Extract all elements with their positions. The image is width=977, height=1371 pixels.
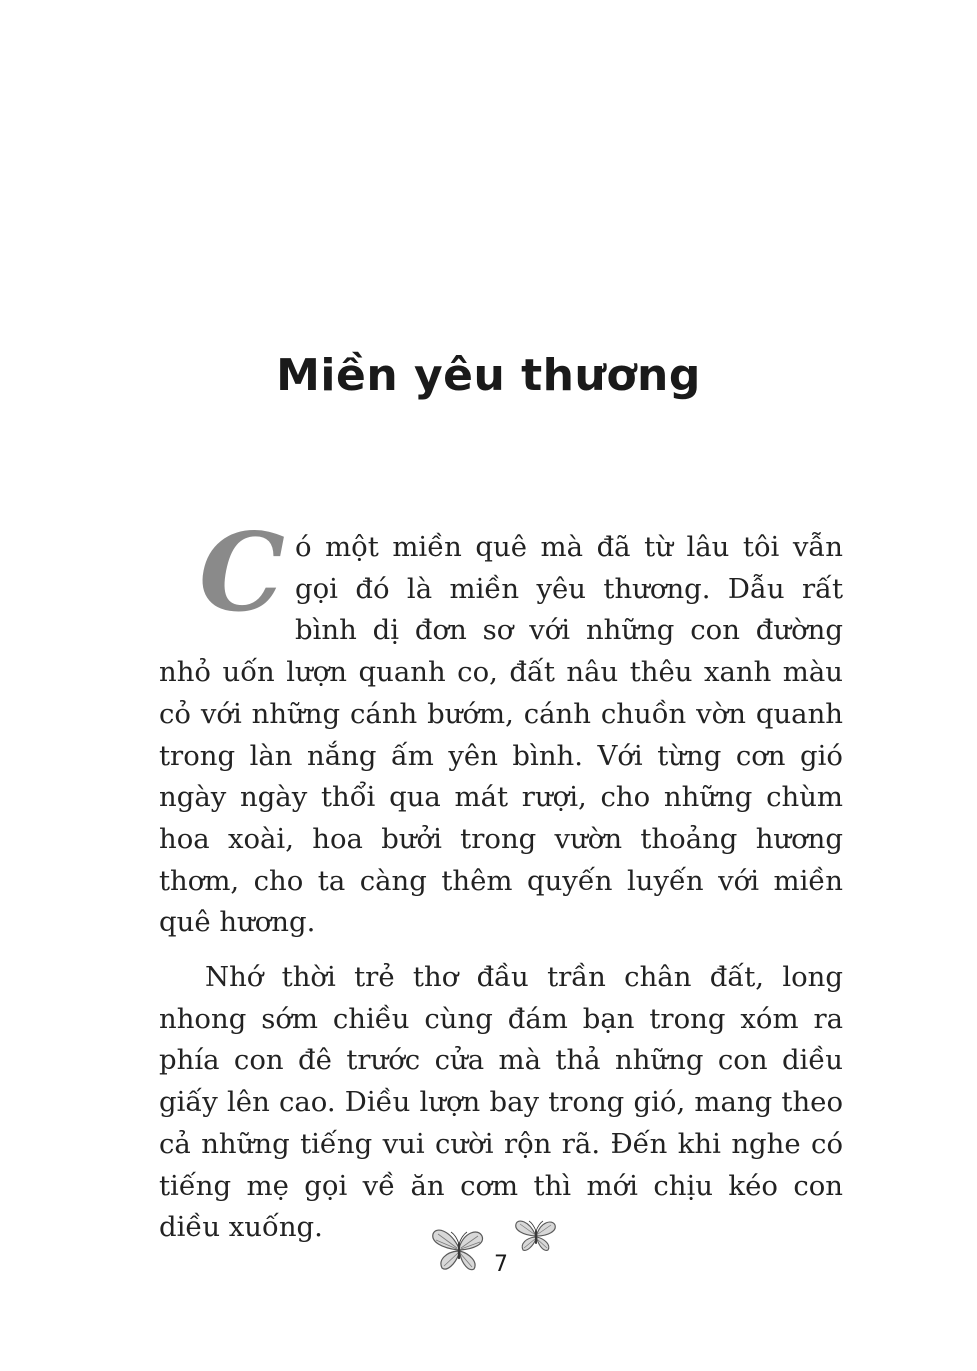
page-footer [425, 1212, 565, 1292]
chapter-body [159, 510, 843, 1249]
drop-cap: C [199, 510, 285, 636]
paragraph-second: Nhớ thời trẻ thơ đầu trần chân đất, long nhong sớm chiều cùng đám bạn trong xóm ra phía con đê trước cửa mà thả những con diều giấy lên cao. Diều lượn bay trong gió, mang theo cả những tiếng vui cười rộn rã. Đến khi nghe có tiếng mẹ gọi về ăn cơm thì mới chịu kéo con diều xuống. [159, 961, 843, 1244]
paragraph-first-text: ó một miền quê mà đã từ lâu tôi vẫn gọi đó là miền yêu thương. Dẫu rất bình dị đơn sơ với những con đường nhỏ uốn lượn quanh co, đất nâu thêu xanh màu cỏ với những cánh bướm, cánh chuồn vờn quanh trong làn nắng ấm yên bình. Với từng cơn gió ngày ngày thổi qua mát rượi, cho những chùm hoa xoài, hoa bưởi trong vườn thoảng hương thơm, cho ta càng thêm quyến luyến với miền quê hương. [159, 531, 843, 939]
butterfly-icon [430, 1224, 488, 1274]
page-number: 7 [494, 1252, 508, 1277]
butterfly-icon [513, 1216, 559, 1254]
paragraph-first [159, 510, 843, 944]
chapter-title: Miền yêu thương [276, 350, 701, 401]
